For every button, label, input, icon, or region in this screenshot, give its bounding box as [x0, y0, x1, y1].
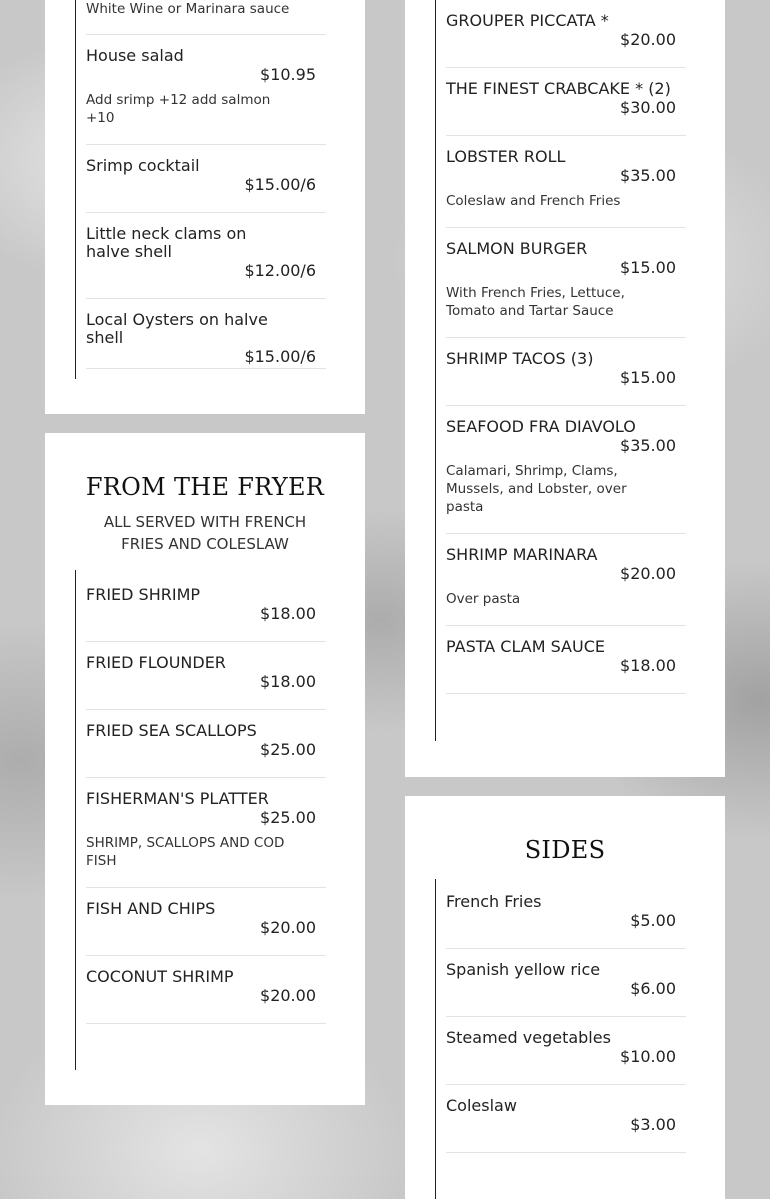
item-name: Local Oysters on halve shell — [86, 310, 268, 347]
item-name: SHRIMP TACOS (3) — [446, 349, 594, 368]
item-name: FRIED SEA SCALLOPS — [86, 721, 257, 740]
menu-item — [446, 68, 686, 136]
sides-card — [405, 796, 725, 1199]
item-name: Srimp cocktail — [86, 156, 200, 175]
item-price: $18.00 — [260, 672, 316, 691]
item-description: Add srimp +12 add salmon +10 — [86, 92, 271, 126]
menu-item — [446, 136, 686, 228]
item-description: Over pasta — [446, 591, 521, 607]
item-description: SHRIMP, SCALLOPS AND COD FISH — [86, 835, 285, 869]
item-price: $30.00 — [620, 98, 676, 117]
item-name: House salad — [86, 46, 184, 65]
item-price: $3.00 — [630, 1115, 676, 1134]
item-name: SHRIMP MARINARA — [446, 545, 598, 564]
item-description: White Wine or Marinara sauce — [86, 1, 290, 17]
appetizers-card — [45, 0, 365, 414]
menu-item — [86, 642, 326, 710]
item-description: Calamari, Shrimp, Clams, Mussels, and Lobster, over pasta — [446, 463, 627, 515]
section-title: SIDES — [524, 836, 606, 864]
section-title: FROM THE FRYER — [85, 473, 325, 501]
item-price: $15.00/6 — [244, 347, 316, 366]
item-price: $15.00/6 — [244, 175, 316, 194]
menu-item — [86, 778, 326, 888]
menu-item — [86, 570, 326, 642]
appetizers-list — [75, 0, 326, 379]
entrees-card — [405, 0, 725, 777]
menu-item — [86, 956, 326, 1024]
item-name: Little neck clams on halve shell — [86, 224, 247, 261]
item-name: FRIED SHRIMP — [86, 585, 201, 604]
item-price: $20.00 — [620, 30, 676, 49]
menu-item — [86, 888, 326, 956]
menu-item — [446, 406, 686, 534]
menu-item — [446, 228, 686, 338]
item-name: GROUPER PICCATA * — [446, 11, 609, 30]
item-name: FISHERMAN'S PLATTER — [86, 789, 269, 808]
item-price: $18.00 — [620, 656, 676, 675]
item-name: Coleslaw — [446, 1096, 517, 1115]
entrees-list — [435, 0, 686, 741]
fryer-card — [45, 433, 365, 1105]
menu-item — [446, 949, 686, 1017]
item-price: $10.95 — [260, 65, 316, 84]
menu-item — [446, 338, 686, 406]
item-description: With French Fries, Lettuce, Tomato and Tartar Sauce — [446, 285, 625, 319]
item-name: Steamed vegetables — [446, 1028, 611, 1047]
item-price: $35.00 — [620, 166, 676, 185]
menu-item — [446, 534, 686, 626]
item-price: $15.00 — [620, 368, 676, 387]
item-name: FRIED FLOUNDER — [86, 653, 226, 672]
item-name: FISH AND CHIPS — [86, 899, 216, 918]
list-end-divider — [86, 368, 326, 369]
section-subtitle: ALL SERVED WITH FRENCH FRIES AND COLESLAW — [103, 513, 307, 553]
menu-item — [446, 0, 686, 68]
menu-item — [86, 35, 326, 145]
item-price: $20.00 — [260, 986, 316, 1005]
item-name: French Fries — [446, 892, 542, 911]
item-price: $12.00/6 — [244, 261, 316, 280]
item-price: $18.00 — [260, 604, 316, 623]
menu-item — [446, 1017, 686, 1085]
menu-item — [86, 710, 326, 778]
item-description: Coleslaw and French Fries — [446, 193, 621, 209]
item-name: THE FINEST CRABCAKE * (2) — [446, 79, 671, 98]
menu-item — [446, 879, 686, 949]
item-price: $25.00 — [260, 808, 316, 827]
item-price: $25.00 — [260, 740, 316, 759]
menu-item — [86, 145, 326, 213]
item-price: $10.00 — [620, 1047, 676, 1066]
menu-item — [446, 1085, 686, 1153]
item-price: $20.00 — [620, 564, 676, 583]
fryer-list — [75, 570, 326, 1070]
item-name: Spanish yellow rice — [446, 960, 601, 979]
item-name: PASTA CLAM SAUCE — [446, 637, 605, 656]
menu-item — [86, 299, 326, 384]
item-price: $35.00 — [620, 436, 676, 455]
menu-item — [86, 0, 326, 35]
item-name: LOBSTER ROLL — [446, 147, 566, 166]
menu-item — [86, 213, 326, 299]
item-price: $20.00 — [260, 918, 316, 937]
item-name: SALMON BURGER — [446, 239, 588, 258]
item-price: $6.00 — [630, 979, 676, 998]
item-name: COCONUT SHRIMP — [86, 967, 234, 986]
menu-item — [446, 626, 686, 694]
item-name: SEAFOOD FRA DIAVOLO — [446, 417, 636, 436]
item-price: $15.00 — [620, 258, 676, 277]
item-price: $5.00 — [630, 911, 676, 930]
sides-list — [435, 879, 686, 1199]
